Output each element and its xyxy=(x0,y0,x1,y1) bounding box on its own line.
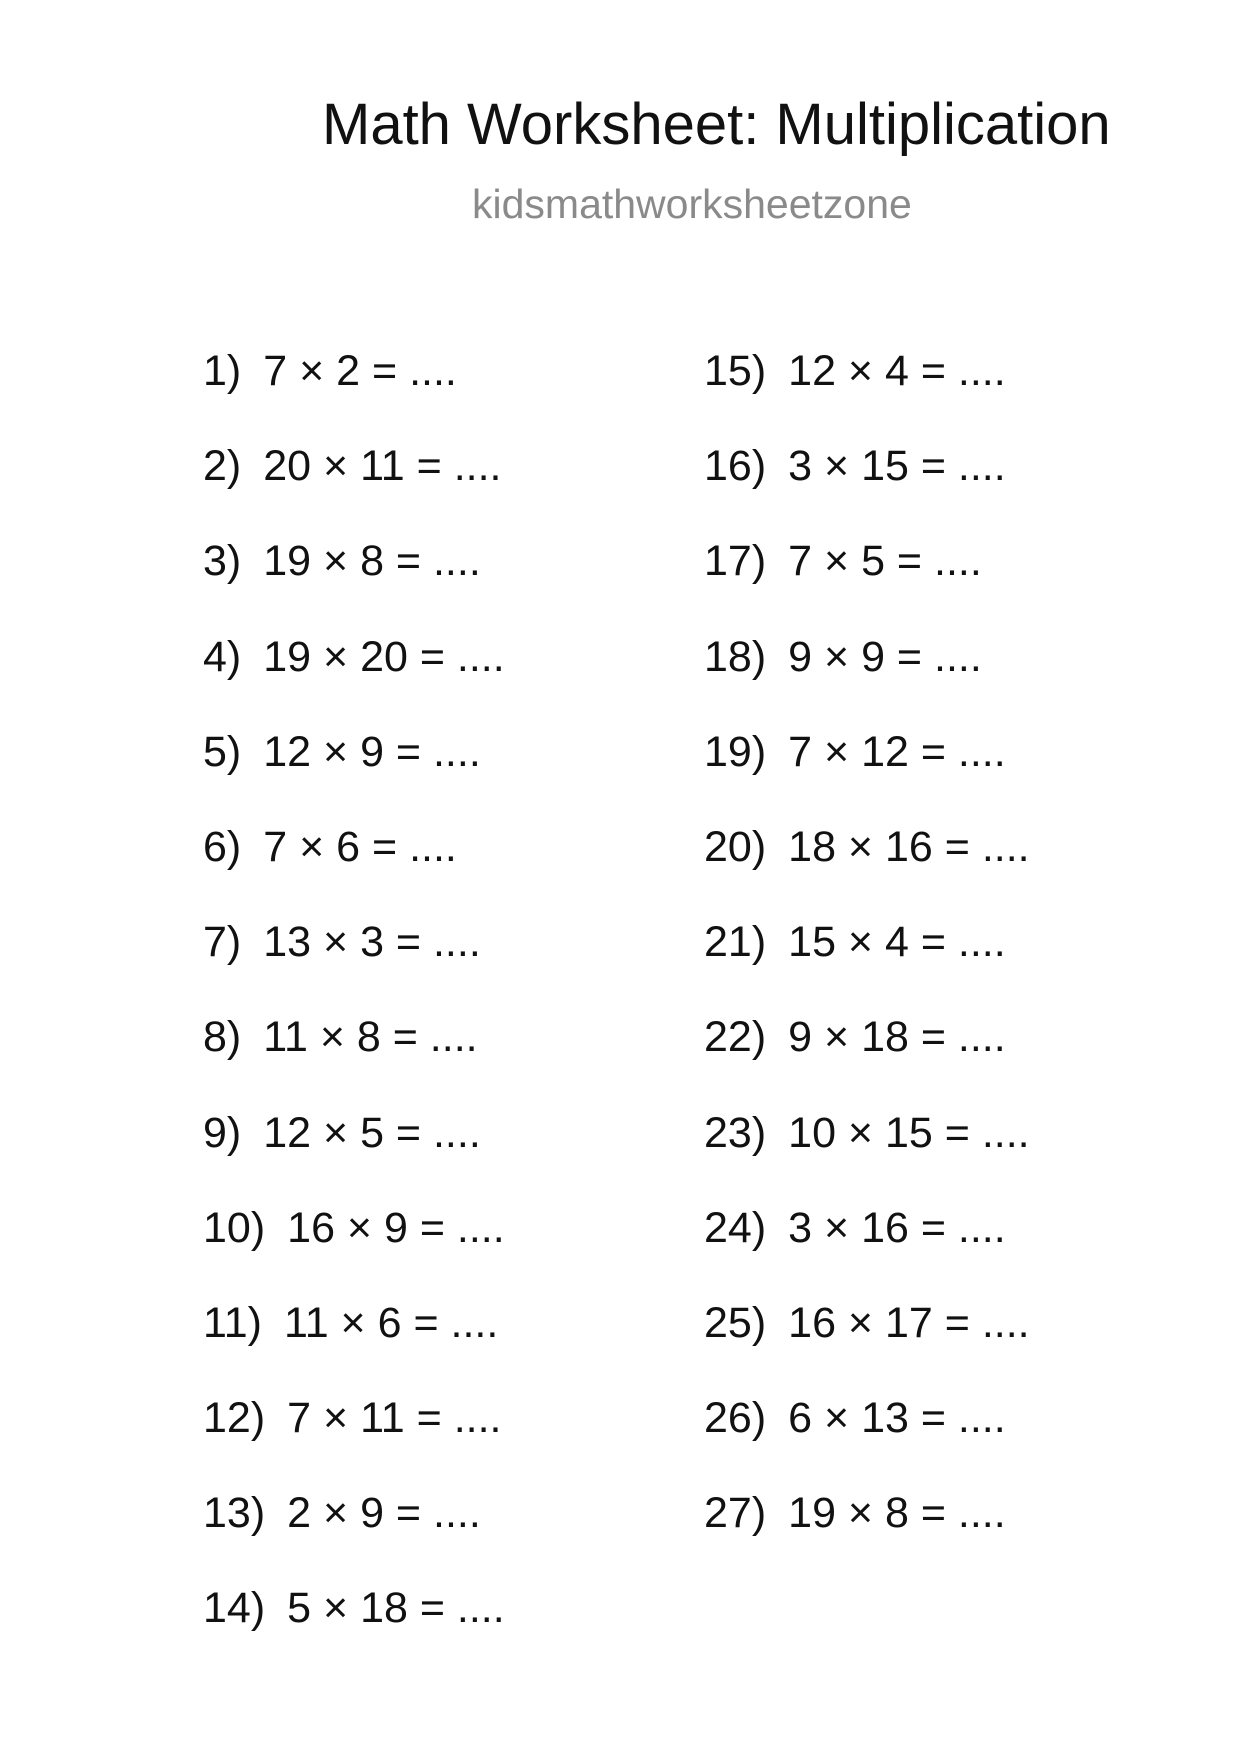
problem-expression: 9 × 9 = .... xyxy=(788,632,982,681)
problem-item xyxy=(203,1298,643,1397)
problem-number: 5) xyxy=(203,727,242,776)
problem-expression: 9 × 18 = .... xyxy=(788,1013,1006,1062)
problem-expression: 3 × 15 = .... xyxy=(788,442,1006,491)
problem-item xyxy=(203,918,643,1016)
problem-expression: 18 × 16 = .... xyxy=(788,822,1030,871)
problem-item xyxy=(203,1394,643,1492)
problem-item xyxy=(704,442,1144,540)
problem-number: 14) xyxy=(203,1584,266,1633)
problem-expression: 7 × 11 = .... xyxy=(287,1394,502,1443)
problem-number: 27) xyxy=(704,1489,767,1538)
problem-expression: 3 × 16 = .... xyxy=(788,1203,1006,1252)
problem-expression: 13 × 3 = .... xyxy=(263,918,481,967)
problem-number: 22) xyxy=(704,1013,767,1062)
problem-item xyxy=(704,632,1144,731)
problem-number: 21) xyxy=(704,918,767,967)
problem-item xyxy=(704,347,1144,445)
problem-item xyxy=(203,347,643,445)
problem-item xyxy=(203,822,643,921)
problem-expression: 12 × 4 = .... xyxy=(788,347,1006,395)
problem-number: 20) xyxy=(704,822,767,871)
problem-item xyxy=(704,1298,1144,1397)
problem-number: 16) xyxy=(704,442,767,491)
problem-expression: 7 × 5 = .... xyxy=(788,537,982,586)
problem-number: 2) xyxy=(203,442,242,491)
problem-expression: 19 × 8 = .... xyxy=(788,1489,1006,1538)
problem-item xyxy=(203,1584,643,1682)
problem-number: 8) xyxy=(203,1013,242,1062)
problem-expression: 19 × 20 = .... xyxy=(263,632,505,681)
page-title: Math Worksheet: Multiplication xyxy=(322,92,1111,157)
problem-item xyxy=(203,632,643,731)
problem-item xyxy=(704,1489,1144,1587)
problem-item xyxy=(203,1013,643,1111)
problem-number: 6) xyxy=(203,822,242,871)
problem-number: 4) xyxy=(203,632,242,681)
problem-number: 23) xyxy=(704,1108,767,1157)
problem-item xyxy=(704,1394,1144,1492)
problem-expression: 19 × 8 = .... xyxy=(263,537,481,586)
problem-expression: 20 × 11 = .... xyxy=(263,442,502,491)
problem-number: 3) xyxy=(203,537,242,586)
problem-expression: 15 × 4 = .... xyxy=(788,918,1006,967)
problem-expression: 7 × 12 = .... xyxy=(788,727,1006,776)
problem-expression: 7 × 6 = .... xyxy=(263,822,457,871)
problem-number: 19) xyxy=(704,727,767,776)
problem-number: 13) xyxy=(203,1489,266,1538)
problem-expression: 12 × 9 = .... xyxy=(263,727,481,776)
problem-item xyxy=(203,537,643,635)
problem-item xyxy=(704,727,1144,826)
problem-column-right xyxy=(704,347,1144,1587)
problem-number: 26) xyxy=(704,1394,767,1443)
problem-expression: 2 × 9 = .... xyxy=(287,1489,481,1538)
problem-item xyxy=(203,1108,643,1207)
problem-number: 15) xyxy=(704,347,767,395)
page-subtitle: kidsmathworksheetzone xyxy=(472,181,912,227)
problem-expression: 12 × 5 = .... xyxy=(263,1108,481,1157)
problem-expression: 11 × 6 = .... xyxy=(283,1298,499,1347)
problem-item xyxy=(704,918,1144,1016)
problem-expression: 16 × 17 = .... xyxy=(788,1298,1030,1347)
problem-expression: 11 × 8 = .... xyxy=(263,1013,478,1062)
problem-expression: 5 × 18 = .... xyxy=(287,1584,505,1633)
problem-number: 11) xyxy=(203,1298,262,1347)
problem-item xyxy=(704,1108,1144,1207)
problem-expression: 6 × 13 = .... xyxy=(788,1394,1006,1443)
problem-item xyxy=(203,727,643,826)
problem-item xyxy=(704,537,1144,635)
problem-item xyxy=(704,1203,1144,1302)
problem-expression: 7 × 2 = .... xyxy=(263,347,457,395)
problem-number: 7) xyxy=(203,918,242,967)
problem-item xyxy=(203,1489,643,1587)
problem-number: 1) xyxy=(203,347,242,395)
problem-item xyxy=(203,1203,643,1302)
problem-number: 18) xyxy=(704,632,767,681)
problem-number: 12) xyxy=(203,1394,266,1443)
problem-item xyxy=(203,442,643,540)
problem-item xyxy=(704,1013,1144,1111)
problem-number: 25) xyxy=(704,1298,767,1347)
problem-number: 17) xyxy=(704,537,767,586)
problem-item xyxy=(704,822,1144,921)
problem-expression: 10 × 15 = .... xyxy=(788,1108,1030,1157)
problem-number: 9) xyxy=(203,1108,242,1157)
problem-expression: 16 × 9 = .... xyxy=(287,1203,505,1252)
problem-number: 10) xyxy=(203,1203,266,1252)
problem-number: 24) xyxy=(704,1203,767,1252)
problem-column-left xyxy=(203,347,643,1683)
